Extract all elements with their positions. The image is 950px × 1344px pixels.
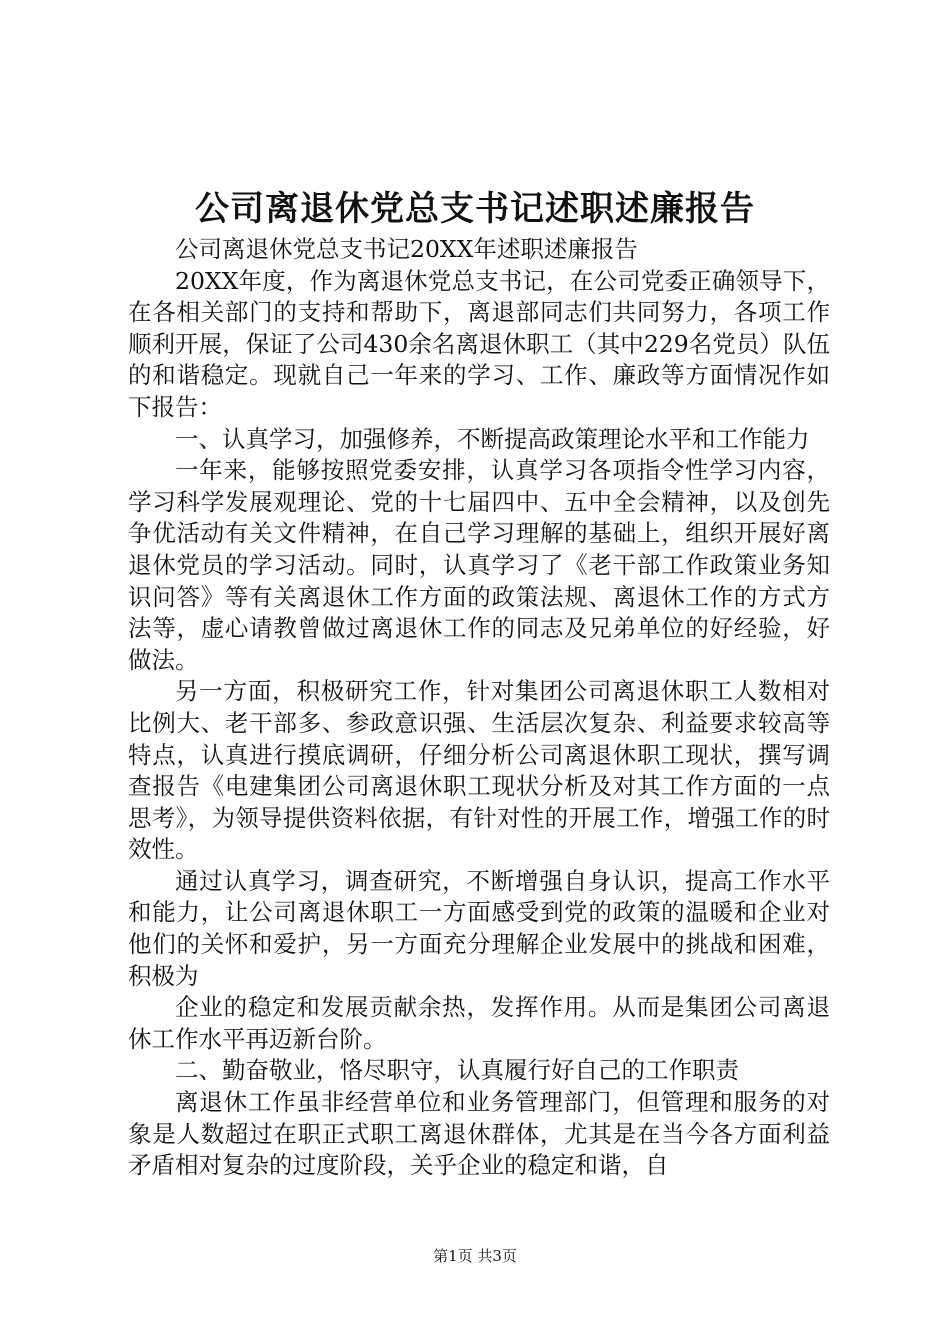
body-paragraph: 另一方面，积极研究工作，针对集团公司离退休职工人数相对比例大、老干部多、参政意识强、生活层次复杂、利益要求较高等特点，认真进行摸底调研，仔细分析公司离退休职工现状，撰写调查报告《电建集团公司离退休职工现状分析及对其工作方面的一点思考》，为领导提供资料依据，有针对性的开展工作，增强工作的时效性。	[128, 677, 830, 864]
section-heading-1: 一、认真学习，加强修养，不断提高政策理论水平和工作能力	[175, 424, 810, 453]
body-paragraph: 一年来，能够按照党委安排，认真学习各项指令性学习内容，学习科学发展观理论、党的十七届四中、五中全会精神，以及创先争优活动有关文件精神，在自己学习理解的基础上，组织开展好离退休党员的学习活动。同时，认真学习了《老干部工作政策业务知识问答》等有关离退休工作方面的政策法规、离退休工作的方式方法等，虚心请教曾做过离退休工作的同志及兄弟单位的好经验，好做法。	[128, 456, 830, 674]
subtitle-paragraph: 公司离退休党总支书记20XX年述职述廉报告	[175, 235, 638, 263]
body-paragraph: 企业的稳定和发展贡献余热，发挥作用。从而是集团公司离退休工作水平再迈新台阶。	[128, 993, 830, 1053]
body-paragraph: 通过认真学习，调查研究，不断增强自身认识，提高工作水平和能力，让公司离退休职工一方面感受到党的政策的温暖和企业对他们的关怀和爱护，另一方面充分理解企业发展中的挑战和困难，积极为	[128, 866, 830, 990]
body-paragraph: 离退休工作虽非经营单位和业务管理部门，但管理和服务的对象是人数超过在职正式职工离退休群体，尤其是在当今各方面利益矛盾相对复杂的过度阶段，关乎企业的稳定和谐，自	[128, 1088, 830, 1180]
document-body	[128, 234, 830, 1182]
section-heading-2: 二、勤奋敬业，恪尽职守，认真履行好自己的工作职责	[175, 1056, 739, 1085]
intro-paragraph: 20XX年度，作为离退休党总支书记，在公司党委正确领导下，在各相关部门的支持和帮助下，离退部同志们共同努力，各项工作顺利开展，保证了公司430余名离退休职工（其中229名党员）队伍的和谐稳定。现就自己一年来的学习、工作、廉政等方面情况作如下报告：	[128, 266, 830, 421]
document-title: 公司离退休党总支书记述职述廉报告	[195, 189, 755, 229]
page-footer: 第1页 共3页	[433, 1247, 517, 1265]
